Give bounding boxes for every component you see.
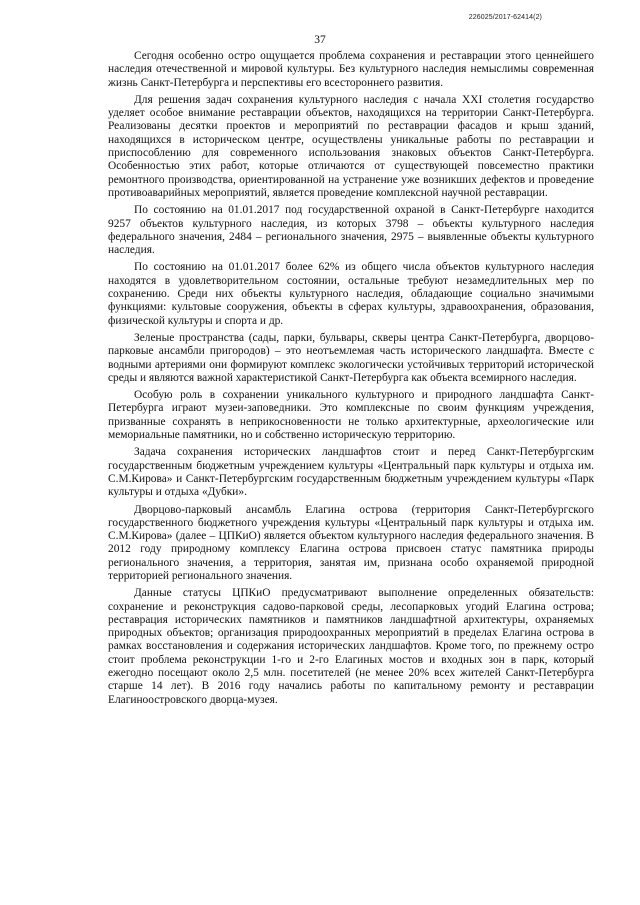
page-number: 37 bbox=[314, 34, 326, 46]
document-registration-code: 226025/2017-62414(2) bbox=[468, 14, 542, 21]
paragraph-heritage-problem: Сегодня особенно остро ощущается проблема сохранения и реставрации этого ценнейшего наследия отечественной и мировой культуры. Без культурного наследия немыслимы современная жизнь Санкт-Петербурга и перспективы его всестороннего развития. bbox=[108, 50, 594, 89]
paragraph-protected-objects: По состоянию на 01.01.2017 под государственной охраной в Санкт-Петербурге находится 9257 объектов культурного наследия, из которых 3798 – объекты культурного наследия федерального значения, 2484 – регионального значения, 2975 – выявленные объекты культурного наследия. bbox=[108, 204, 594, 257]
paragraph-restoration-tasks: Для решения задач сохранения культурного наследия с начала XXI столетия государство уделяет особое внимание реставрации объектов, находящихся на территории Санкт-Петербурга. Реализованы десятки проектов и мероприятий по реставрации фасадов и крыш зданий, находящихся в историческом центре, осуществлены уникальные работы по реставрации и приспособлению для современного использования знаковых объектов Санкт-Петербурга. Особенностью этих работ, которые отличаются от существующей повсеместно практики ремонтного производства, ориентированной на устранение уже возникших дефектов и проведение противоаварийных мероприятий, является проведение комплексной научной реставрации. bbox=[108, 93, 594, 199]
body-text bbox=[108, 50, 594, 711]
paragraph-museum-reserves: Особую роль в сохранении уникального культурного и природного ландшафта Санкт-Петербурга играют музеи-заповедники. Это комплексные по своим функциям учреждения, призванные сохранять в неприкосновенности не только архитектурные, археологические или мемориальные памятники, но и собственно историческую территорию. bbox=[108, 389, 594, 442]
paragraph-green-spaces: Зеленые пространства (сады, парки, бульвары, скверы центра Санкт-Петербурга, дворцово-парковые ансамбли пригородов) – это неотъемлемая часть исторического ландшафта. Вместе с водными артериями они формируют комплекс экологически устойчивых территорий исторической среды и являются важной характеристикой Санкт-Петербурга как объекта всемирного наследия. bbox=[108, 331, 594, 384]
paragraph-elagin-island: Дворцово-парковый ансамбль Елагина острова (территория Санкт-Петербургского государственного бюджетного учреждения культуры «Центральный парк культуры и отдыха им. С.М.Кирова» (далее – ЦПКиО) является объектом культурного наследия федерального значения. В 2012 году природному комплексу Елагина острова присвоен статус памятника природы регионального значения, а территория, занятая им, признана особо охраняемой природной территорией регионального значения. bbox=[108, 503, 594, 582]
paragraph-cpkio-obligations: Данные статусы ЦПКиО предусматривают выполнение определенных обязательств: сохранение и реконструкция садово-парковой среды, лесопарковых угодий Елагина острова; реставрация исторических памятников и памятников ландшафтной архитектуры, охраняемых природных объектов; организация природоохранных мероприятий в пределах Елагина острова в рамках восстановления и содержания исторических ландшафтов. Кроме того, по прежнему остро стоит проблема реконструкции 1-го и 2-го Елагиных мостов и входных зон в парк, который ежегодно посещают около 2,5 млн. посетителей (не менее 20% всех жителей Санкт-Петербурга старше 14 лет). В 2016 году начались работы по капитальному ремонту и реставрации Елагиноостровского дворца-музея. bbox=[108, 587, 594, 706]
paragraph-historic-landscapes: Задача сохранения исторических ландшафтов стоит и перед Санкт-Петербургским государственным бюджетным учреждением культуры «Центральный парк культуры и отдыха им. С.М.Кирова» и Санкт-Петербургским государственным бюджетным учреждением культуры «Парк культуры и отдыха «Дубки». bbox=[108, 446, 594, 499]
paragraph-objects-condition: По состоянию на 01.01.2017 более 62% из общего числа объектов культурного наследия находятся в удовлетворительном состоянии, остальные требуют незамедлительных мер по сохранению. Среди них объекты культурного наследия, обладающие социально значимыми функциями: культовые сооружения, объекты в сферах культуры, здравоохранения, образования, физической культуры и спорта и др. bbox=[108, 261, 594, 327]
